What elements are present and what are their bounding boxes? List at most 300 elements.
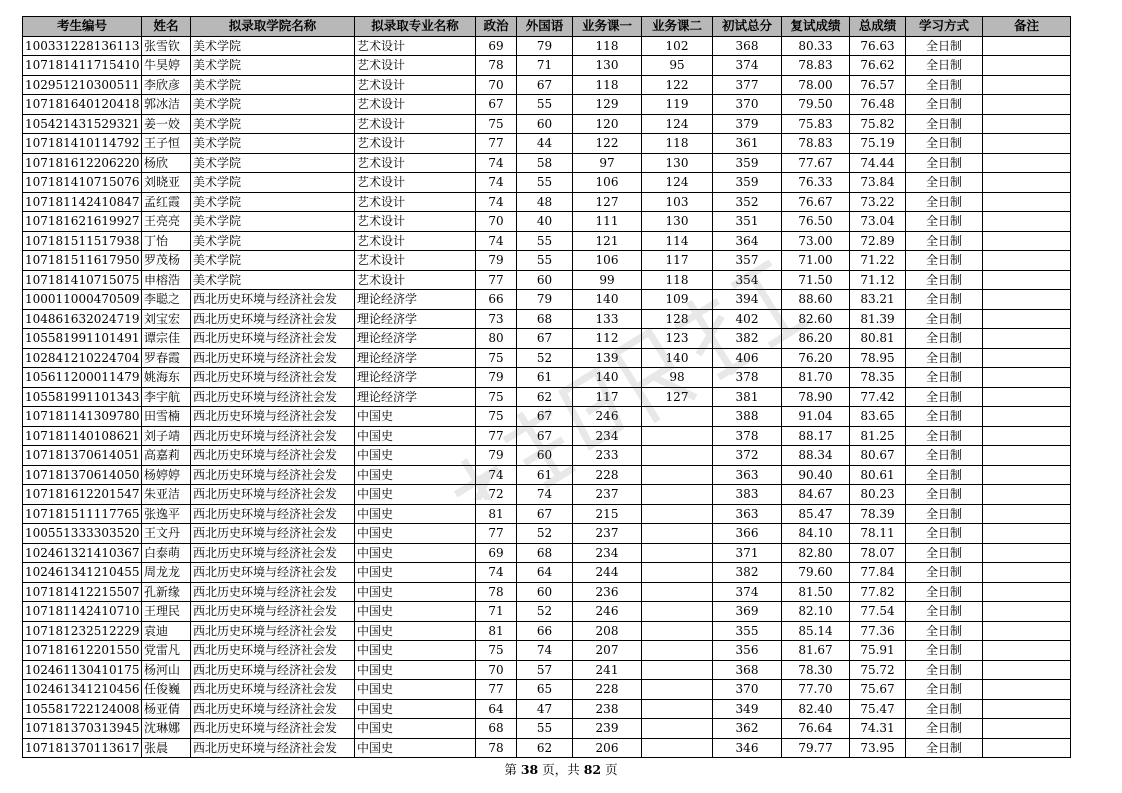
cell-candidate-id: 107181140108621: [23, 426, 142, 446]
cell-course-two: [642, 407, 713, 427]
cell-total-score: 75.19: [850, 134, 906, 154]
cell-prelim-total: 394: [713, 290, 782, 310]
cell-name: 张逸平: [142, 504, 191, 524]
table-row: [23, 699, 1071, 719]
table-row: [23, 602, 1071, 622]
cell-study-mode: 全日制: [906, 446, 983, 466]
cell-retest-score: 76.50: [782, 212, 850, 232]
cell-course-two: 130: [642, 153, 713, 173]
cell-course-two: [642, 738, 713, 758]
cell-candidate-id: 107181410715075: [23, 270, 142, 290]
cell-retest-score: 79.50: [782, 95, 850, 115]
cell-total-score: 75.67: [850, 680, 906, 700]
cell-name: 罗春霞: [142, 348, 191, 368]
cell-politics: 80: [476, 329, 517, 349]
cell-remarks: [983, 485, 1071, 505]
cell-study-mode: 全日制: [906, 504, 983, 524]
cell-foreign-language: 74: [517, 641, 573, 661]
cell-prelim-total: 355: [713, 621, 782, 641]
cell-candidate-id: 107181370614050: [23, 465, 142, 485]
cell-foreign-language: 60: [517, 114, 573, 134]
cell-prelim-total: 382: [713, 329, 782, 349]
cell-prelim-total: 359: [713, 173, 782, 193]
cell-remarks: [983, 582, 1071, 602]
header-prelim-total: 初试总分: [713, 17, 782, 37]
cell-remarks: [983, 192, 1071, 212]
table-row: [23, 329, 1071, 349]
cell-course-one: 130: [573, 56, 642, 76]
cell-candidate-id: 107181410114792: [23, 134, 142, 154]
cell-college: 西北历史环境与经济社会发: [191, 329, 355, 349]
cell-course-one: 97: [573, 153, 642, 173]
cell-retest-score: 82.80: [782, 543, 850, 563]
cell-candidate-id: 107181141309780: [23, 407, 142, 427]
cell-course-one: 99: [573, 270, 642, 290]
cell-total-score: 73.22: [850, 192, 906, 212]
cell-foreign-language: 79: [517, 290, 573, 310]
cell-politics: 70: [476, 660, 517, 680]
cell-course-one: 140: [573, 290, 642, 310]
cell-candidate-id: 107181370614051: [23, 446, 142, 466]
cell-candidate-id: 105421431529321: [23, 114, 142, 134]
cell-major: 中国史: [355, 699, 476, 719]
cell-college: 西北历史环境与经济社会发: [191, 446, 355, 466]
cell-name: 王子恒: [142, 134, 191, 154]
cell-name: 党雷凡: [142, 641, 191, 661]
cell-course-two: [642, 504, 713, 524]
cell-course-one: 207: [573, 641, 642, 661]
header-retest-score: 复试成绩: [782, 17, 850, 37]
cell-total-score: 83.65: [850, 407, 906, 427]
cell-major: 中国史: [355, 582, 476, 602]
cell-major: 艺术设计: [355, 134, 476, 154]
table-row: [23, 153, 1071, 173]
cell-course-two: 119: [642, 95, 713, 115]
cell-foreign-language: 61: [517, 368, 573, 388]
cell-college: 美术学院: [191, 114, 355, 134]
cell-college: 西北历史环境与经济社会发: [191, 426, 355, 446]
cell-college: 美术学院: [191, 134, 355, 154]
cell-retest-score: 75.83: [782, 114, 850, 134]
cell-major: 中国史: [355, 621, 476, 641]
cell-prelim-total: 374: [713, 582, 782, 602]
cell-politics: 69: [476, 543, 517, 563]
cell-candidate-id: 105611200011479: [23, 368, 142, 388]
cell-foreign-language: 48: [517, 192, 573, 212]
cell-politics: 70: [476, 212, 517, 232]
cell-retest-score: 81.67: [782, 641, 850, 661]
table-row: [23, 738, 1071, 758]
cell-study-mode: 全日制: [906, 329, 983, 349]
cell-remarks: [983, 36, 1071, 56]
cell-politics: 73: [476, 309, 517, 329]
cell-remarks: [983, 75, 1071, 95]
cell-course-one: 120: [573, 114, 642, 134]
cell-prelim-total: 370: [713, 95, 782, 115]
cell-course-two: 114: [642, 231, 713, 251]
cell-prelim-total: 363: [713, 504, 782, 524]
cell-total-score: 77.36: [850, 621, 906, 641]
cell-politics: 75: [476, 407, 517, 427]
cell-course-one: 239: [573, 719, 642, 739]
cell-name: 沈琳娜: [142, 719, 191, 739]
cell-foreign-language: 52: [517, 348, 573, 368]
table-row: [23, 95, 1071, 115]
cell-prelim-total: 359: [713, 153, 782, 173]
cell-remarks: [983, 368, 1071, 388]
cell-name: 刘子靖: [142, 426, 191, 446]
cell-course-one: 106: [573, 173, 642, 193]
cell-remarks: [983, 465, 1071, 485]
cell-retest-score: 77.67: [782, 153, 850, 173]
cell-study-mode: 全日制: [906, 543, 983, 563]
cell-retest-score: 81.70: [782, 368, 850, 388]
cell-study-mode: 全日制: [906, 602, 983, 622]
cell-politics: 81: [476, 621, 517, 641]
cell-retest-score: 71.00: [782, 251, 850, 271]
cell-candidate-id: 107181232512229: [23, 621, 142, 641]
table-row: [23, 173, 1071, 193]
header-candidate-id: 考生编号: [23, 17, 142, 37]
cell-remarks: [983, 680, 1071, 700]
cell-course-two: [642, 563, 713, 583]
cell-politics: 74: [476, 173, 517, 193]
cell-politics: 77: [476, 270, 517, 290]
cell-study-mode: 全日制: [906, 485, 983, 505]
cell-foreign-language: 68: [517, 543, 573, 563]
cell-retest-score: 71.50: [782, 270, 850, 290]
cell-major: 艺术设计: [355, 36, 476, 56]
cell-course-one: 106: [573, 251, 642, 271]
cell-prelim-total: 362: [713, 719, 782, 739]
cell-course-two: [642, 524, 713, 544]
table-row: [23, 36, 1071, 56]
cell-name: 高嘉莉: [142, 446, 191, 466]
cell-name: 田雪楠: [142, 407, 191, 427]
cell-remarks: [983, 660, 1071, 680]
cell-politics: 74: [476, 192, 517, 212]
cell-foreign-language: 60: [517, 270, 573, 290]
cell-college: 美术学院: [191, 36, 355, 56]
cell-course-two: [642, 465, 713, 485]
cell-foreign-language: 67: [517, 75, 573, 95]
cell-candidate-id: 100551333303520: [23, 524, 142, 544]
cell-foreign-language: 60: [517, 582, 573, 602]
cell-politics: 69: [476, 36, 517, 56]
cell-total-score: 81.39: [850, 309, 906, 329]
cell-major: 理论经济学: [355, 309, 476, 329]
cell-prelim-total: 370: [713, 680, 782, 700]
cell-candidate-id: 105581991101343: [23, 387, 142, 407]
header-course-one: 业务课一: [573, 17, 642, 37]
cell-candidate-id: 107181612201547: [23, 485, 142, 505]
cell-study-mode: 全日制: [906, 309, 983, 329]
cell-course-two: 122: [642, 75, 713, 95]
table-body: [23, 36, 1071, 758]
cell-study-mode: 全日制: [906, 621, 983, 641]
cell-prelim-total: 346: [713, 738, 782, 758]
table-row: [23, 426, 1071, 446]
cell-retest-score: 79.60: [782, 563, 850, 583]
cell-politics: 79: [476, 368, 517, 388]
cell-prelim-total: 371: [713, 543, 782, 563]
cell-remarks: [983, 173, 1071, 193]
cell-retest-score: 78.30: [782, 660, 850, 680]
cell-candidate-id: 102461321410367: [23, 543, 142, 563]
cell-course-two: [642, 699, 713, 719]
cell-total-score: 78.35: [850, 368, 906, 388]
cell-college: 美术学院: [191, 192, 355, 212]
cell-study-mode: 全日制: [906, 36, 983, 56]
cell-retest-score: 76.33: [782, 173, 850, 193]
table-row: [23, 192, 1071, 212]
table-row: [23, 387, 1071, 407]
cell-name: 王理民: [142, 602, 191, 622]
cell-name: 丁怡: [142, 231, 191, 251]
cell-politics: 78: [476, 56, 517, 76]
table-row: [23, 270, 1071, 290]
cell-remarks: [983, 563, 1071, 583]
cell-course-two: 124: [642, 114, 713, 134]
cell-prelim-total: 349: [713, 699, 782, 719]
cell-name: 周龙龙: [142, 563, 191, 583]
cell-candidate-id: 107181621619927: [23, 212, 142, 232]
cell-course-two: 117: [642, 251, 713, 271]
cell-total-score: 83.21: [850, 290, 906, 310]
cell-retest-score: 73.00: [782, 231, 850, 251]
table-row: [23, 641, 1071, 661]
cell-candidate-id: 105581722124008: [23, 699, 142, 719]
cell-college: 西北历史环境与经济社会发: [191, 602, 355, 622]
cell-candidate-id: 105581991101491: [23, 329, 142, 349]
cell-name: 袁迪: [142, 621, 191, 641]
cell-retest-score: 76.20: [782, 348, 850, 368]
cell-study-mode: 全日制: [906, 738, 983, 758]
cell-retest-score: 86.20: [782, 329, 850, 349]
cell-candidate-id: 102951210300511: [23, 75, 142, 95]
cell-prelim-total: 388: [713, 407, 782, 427]
cell-college: 西北历史环境与经济社会发: [191, 582, 355, 602]
cell-major: 中国史: [355, 719, 476, 739]
header-remarks: 备注: [983, 17, 1071, 37]
cell-politics: 81: [476, 504, 517, 524]
cell-major: 中国史: [355, 543, 476, 563]
cell-total-score: 71.12: [850, 270, 906, 290]
cell-name: 李宇航: [142, 387, 191, 407]
cell-course-one: 234: [573, 426, 642, 446]
cell-study-mode: 全日制: [906, 290, 983, 310]
cell-college: 西北历史环境与经济社会发: [191, 719, 355, 739]
cell-major: 中国史: [355, 485, 476, 505]
cell-foreign-language: 58: [517, 153, 573, 173]
cell-major: 中国史: [355, 446, 476, 466]
footer-middle: 页，共: [538, 762, 584, 777]
cell-total-score: 80.23: [850, 485, 906, 505]
cell-study-mode: 全日制: [906, 134, 983, 154]
cell-politics: 79: [476, 251, 517, 271]
table-row: [23, 56, 1071, 76]
cell-foreign-language: 61: [517, 465, 573, 485]
cell-major: 艺术设计: [355, 95, 476, 115]
cell-remarks: [983, 329, 1071, 349]
cell-politics: 78: [476, 582, 517, 602]
cell-foreign-language: 67: [517, 504, 573, 524]
cell-major: 理论经济学: [355, 290, 476, 310]
cell-candidate-id: 107181412215507: [23, 582, 142, 602]
table-row: [23, 504, 1071, 524]
cell-candidate-id: 102461341210456: [23, 680, 142, 700]
cell-course-one: 237: [573, 485, 642, 505]
cell-politics: 74: [476, 465, 517, 485]
cell-retest-score: 88.34: [782, 446, 850, 466]
cell-college: 西北历史环境与经济社会发: [191, 699, 355, 719]
cell-remarks: [983, 56, 1071, 76]
cell-course-one: 233: [573, 446, 642, 466]
cell-remarks: [983, 738, 1071, 758]
cell-major: 中国史: [355, 465, 476, 485]
cell-name: 刘宝宏: [142, 309, 191, 329]
table-row: [23, 465, 1071, 485]
cell-name: 李聪之: [142, 290, 191, 310]
cell-college: 美术学院: [191, 231, 355, 251]
cell-retest-score: 85.14: [782, 621, 850, 641]
cell-prelim-total: 379: [713, 114, 782, 134]
cell-politics: 77: [476, 680, 517, 700]
cell-total-score: 78.07: [850, 543, 906, 563]
cell-candidate-id: 107181612201550: [23, 641, 142, 661]
cell-foreign-language: 62: [517, 387, 573, 407]
cell-prelim-total: 378: [713, 368, 782, 388]
cell-course-one: 117: [573, 387, 642, 407]
cell-prelim-total: 357: [713, 251, 782, 271]
cell-name: 罗茂杨: [142, 251, 191, 271]
cell-foreign-language: 68: [517, 309, 573, 329]
cell-politics: 77: [476, 134, 517, 154]
cell-name: 任俊巍: [142, 680, 191, 700]
cell-course-one: 122: [573, 134, 642, 154]
cell-prelim-total: 377: [713, 75, 782, 95]
cell-course-two: [642, 680, 713, 700]
cell-name: 姚海东: [142, 368, 191, 388]
cell-candidate-id: 100011000470509: [23, 290, 142, 310]
cell-retest-score: 78.90: [782, 387, 850, 407]
cell-course-one: 139: [573, 348, 642, 368]
cell-course-two: 118: [642, 134, 713, 154]
cell-remarks: [983, 699, 1071, 719]
cell-foreign-language: 79: [517, 36, 573, 56]
cell-major: 理论经济学: [355, 368, 476, 388]
cell-course-one: 241: [573, 660, 642, 680]
footer-page-number: 38: [520, 762, 539, 777]
cell-major: 理论经济学: [355, 348, 476, 368]
cell-prelim-total: 402: [713, 309, 782, 329]
cell-college: 西北历史环境与经济社会发: [191, 524, 355, 544]
cell-retest-score: 84.10: [782, 524, 850, 544]
cell-prelim-total: 351: [713, 212, 782, 232]
footer-prefix: 第: [504, 762, 521, 777]
cell-study-mode: 全日制: [906, 231, 983, 251]
cell-major: 艺术设计: [355, 56, 476, 76]
header-major: 拟录取专业名称: [355, 17, 476, 37]
cell-foreign-language: 40: [517, 212, 573, 232]
table-row: [23, 563, 1071, 583]
table-row: [23, 660, 1071, 680]
cell-remarks: [983, 602, 1071, 622]
cell-politics: 64: [476, 699, 517, 719]
cell-course-one: 133: [573, 309, 642, 329]
cell-prelim-total: 378: [713, 426, 782, 446]
cell-study-mode: 全日制: [906, 719, 983, 739]
cell-total-score: 77.82: [850, 582, 906, 602]
cell-total-score: 78.39: [850, 504, 906, 524]
cell-major: 中国史: [355, 641, 476, 661]
cell-major: 艺术设计: [355, 173, 476, 193]
cell-college: 美术学院: [191, 212, 355, 232]
cell-course-one: 228: [573, 680, 642, 700]
cell-college: 西北历史环境与经济社会发: [191, 465, 355, 485]
table-row: [23, 621, 1071, 641]
header-politics: 政治: [476, 17, 517, 37]
cell-remarks: [983, 231, 1071, 251]
cell-retest-score: 84.67: [782, 485, 850, 505]
cell-course-two: [642, 641, 713, 661]
cell-total-score: 73.04: [850, 212, 906, 232]
cell-foreign-language: 55: [517, 173, 573, 193]
cell-remarks: [983, 251, 1071, 271]
cell-major: 理论经济学: [355, 387, 476, 407]
cell-total-score: 75.72: [850, 660, 906, 680]
cell-study-mode: 全日制: [906, 173, 983, 193]
cell-name: 王文丹: [142, 524, 191, 544]
cell-foreign-language: 71: [517, 56, 573, 76]
cell-candidate-id: 107181370313945: [23, 719, 142, 739]
cell-name: 张雪钦: [142, 36, 191, 56]
cell-course-two: [642, 602, 713, 622]
cell-remarks: [983, 270, 1071, 290]
cell-college: 美术学院: [191, 173, 355, 193]
cell-college: 西北历史环境与经济社会发: [191, 621, 355, 641]
cell-name: 杨河山: [142, 660, 191, 680]
cell-study-mode: 全日制: [906, 407, 983, 427]
cell-name: 郭冰洁: [142, 95, 191, 115]
cell-politics: 67: [476, 95, 517, 115]
table-row: [23, 407, 1071, 427]
cell-prelim-total: 406: [713, 348, 782, 368]
cell-course-one: 140: [573, 368, 642, 388]
cell-candidate-id: 107181142410710: [23, 602, 142, 622]
cell-politics: 77: [476, 524, 517, 544]
cell-major: 中国史: [355, 426, 476, 446]
cell-total-score: 78.95: [850, 348, 906, 368]
cell-course-two: 98: [642, 368, 713, 388]
cell-total-score: 75.82: [850, 114, 906, 134]
cell-course-two: 124: [642, 173, 713, 193]
header-foreign-language: 外国语: [517, 17, 573, 37]
cell-candidate-id: 102841210224704: [23, 348, 142, 368]
cell-major: 艺术设计: [355, 251, 476, 271]
cell-foreign-language: 55: [517, 719, 573, 739]
cell-total-score: 71.22: [850, 251, 906, 271]
cell-candidate-id: 102461130410175: [23, 660, 142, 680]
cell-study-mode: 全日制: [906, 251, 983, 271]
table-row: [23, 75, 1071, 95]
cell-remarks: [983, 95, 1071, 115]
cell-prelim-total: 363: [713, 465, 782, 485]
table-row: [23, 719, 1071, 739]
cell-course-two: [642, 719, 713, 739]
cell-prelim-total: 381: [713, 387, 782, 407]
cell-major: 艺术设计: [355, 114, 476, 134]
